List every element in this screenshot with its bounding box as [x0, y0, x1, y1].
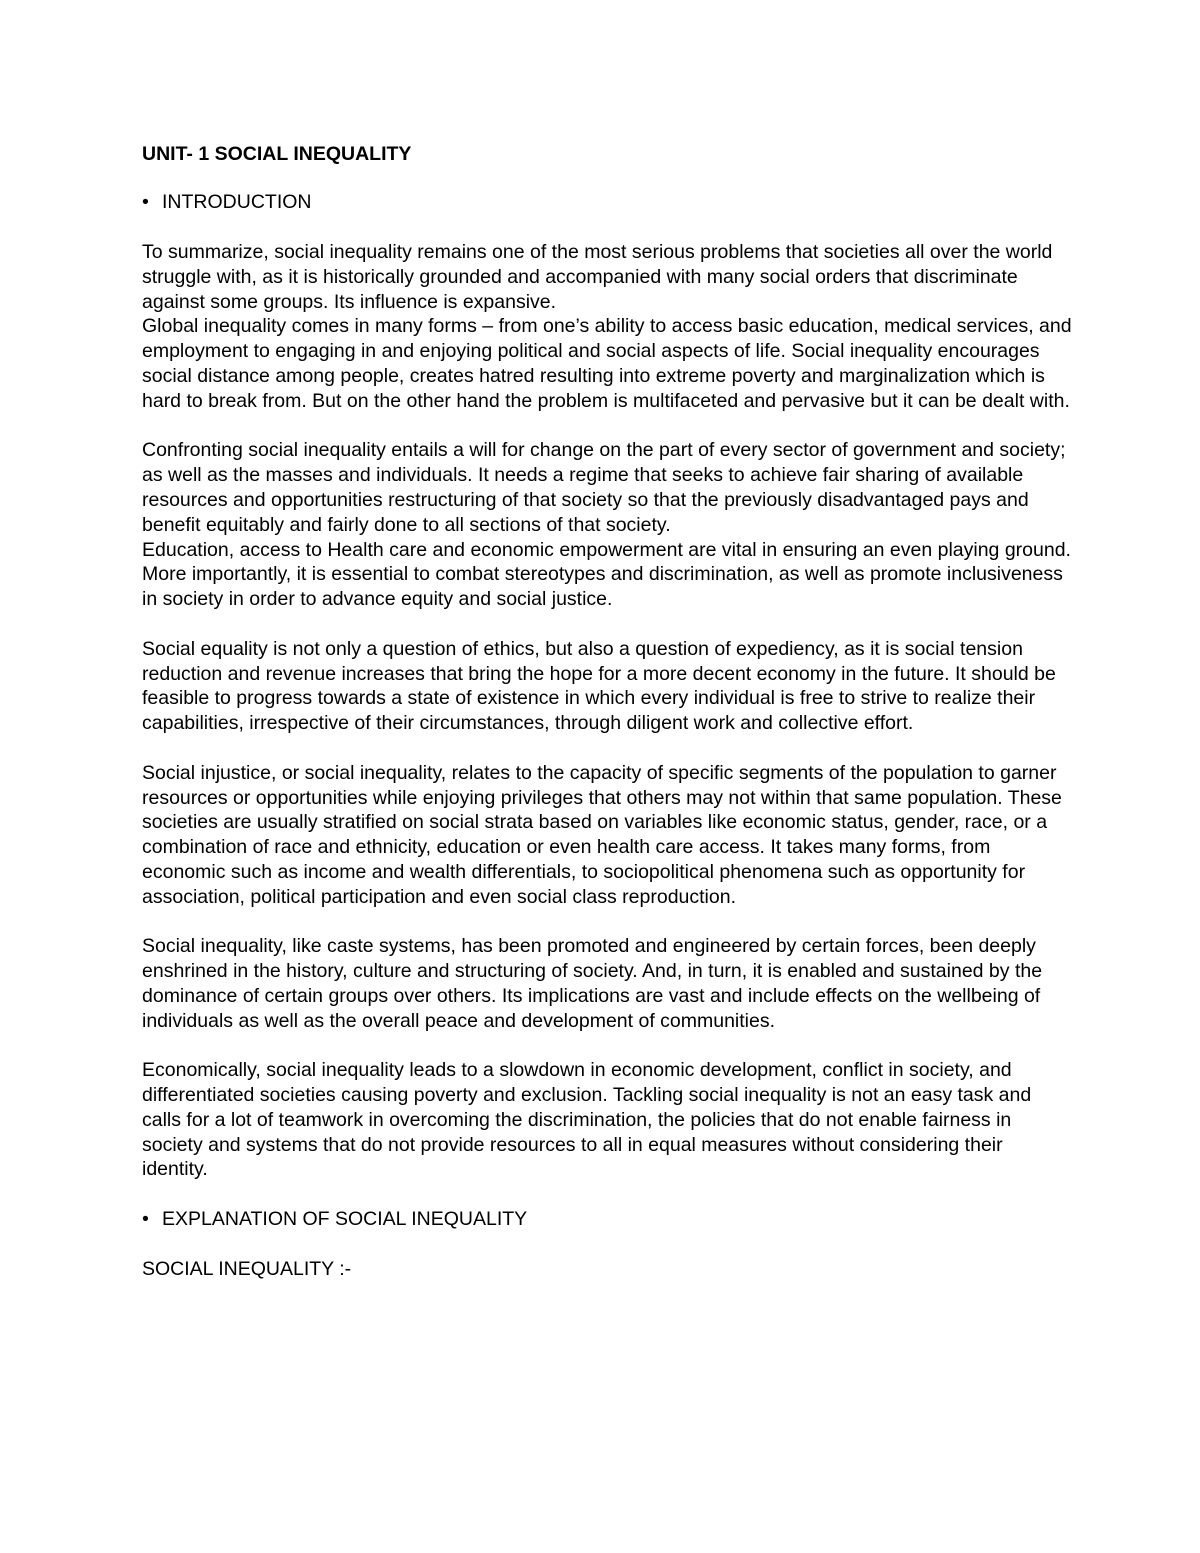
document-page	[142, 140, 1072, 1282]
bullet-icon: •	[142, 191, 149, 213]
paragraph: Education, access to Health care and economic empowerment are vital in ensuring an even playing ground. More importantly, it is essential to combat stereotypes and discrimination, as well as promote inclusiveness in society in order to advance equity and social justice.	[142, 538, 1071, 611]
paragraph: Confronting social inequality entails a will for change on the part of every sector of government and society; as well as the masses and individuals. It needs a regime that seeks to achieve fair sharing of available resources and opportunities restructuring of that society so that the previously disadvantaged pays and benefit equitably and fairly done to all sections of that society.	[142, 439, 1066, 536]
paragraph: Social equality is not only a question of ethics, but also a question of expediency, as it is social tension reduction and revenue increases that bring the hope for a more decent economy in the future. It should be feasible to progress towards a state of existence in which every individual is free to strive to realize their capabilities, irrespective of their circumstances, through diligent work and collective effort.	[142, 637, 1056, 735]
paragraph-gap	[142, 910, 1072, 935]
paragraph: To summarize, social inequality remains one of the most serious problems that societies all over the world struggle with, as it is historically grounded and accompanied with many social orders that discriminate against some groups. Its influence is expansive.	[142, 241, 1053, 313]
paragraph-gap	[142, 736, 1072, 761]
section-subheading: SOCIAL INEQUALITY :-	[142, 1258, 352, 1281]
paragraph-gap	[142, 612, 1072, 637]
paragraph: Economically, social inequality leads to a slowdown in economic development, conflict in society, and differentiated societies causing poverty and exclusion. Tackling social inequality is not an easy task and calls for a lot of teamwork in overcoming the discrimination, the policies that do not enable fairness in society and systems that do not provide resources to all in equal measures without considering their identity.	[142, 1059, 1032, 1181]
paragraph: Global inequality comes in many forms – from one’s ability to access basic education, medical services, and employment to engaging in and enjoying political and social aspects of life. Social inequality encourages social distance among people, creates hatred resulting into extreme poverty and marginalization which is hard to break from. But on the other hand the problem is multifaceted and pervasive but it can be dealt with.	[142, 315, 1072, 412]
bullet-icon: •	[142, 1208, 149, 1231]
document-title: UNIT- 1 SOCIAL INEQUALITY	[142, 143, 412, 165]
intro-heading	[142, 190, 1072, 215]
explanation-heading-text: EXPLANATION OF SOCIAL INEQUALITY	[162, 1208, 528, 1231]
paragraph-gap	[142, 1034, 1072, 1059]
paragraph-gap	[142, 1182, 1072, 1207]
paragraph-gap	[142, 414, 1072, 439]
paragraph: Social inequality, like caste systems, has been promoted and engineered by certain forces, been deeply enshrined in the history, culture and structuring of society. And, in turn, it is enabled and sustained by the dominance of certain groups over others. Its implications are vast and include effects on the wellbeing of individuals as well as the overall peace and development of communities.	[142, 935, 1043, 1032]
intro-heading-text: INTRODUCTION	[162, 191, 312, 213]
explanation-heading	[142, 1207, 1072, 1232]
paragraph: Social injustice, or social inequality, relates to the capacity of specific segments of the population to garner resources or opportunities while enjoying privileges that others may not within that same population. These societies are usually stratified on social strata based on variables like economic status, gender, race, or a combination of race and ethnicity, education or even health care access. It takes many forms, from economic such as income and wealth differentials, to sociopolitical phenomena such as opportunity for association, political participation and even social class reproduction.	[142, 761, 1062, 908]
